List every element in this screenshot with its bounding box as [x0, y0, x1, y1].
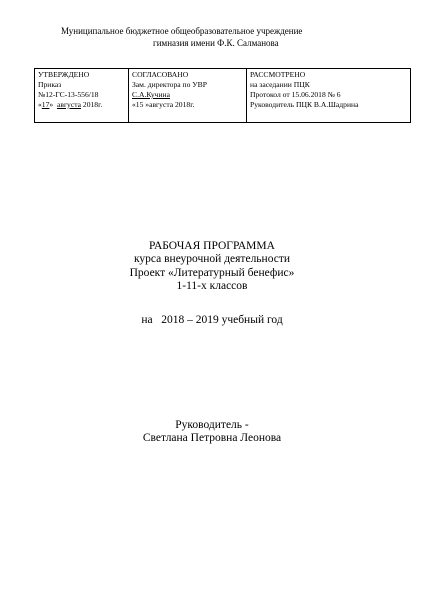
program-title-block [0, 240, 424, 294]
leader-block [0, 419, 424, 446]
program-course: курса внеурочной деятельности [133, 253, 291, 266]
academic-year: на 2018 – 2019 учебный год [141, 314, 283, 326]
leader-name: Светлана Петровна Леонова [142, 432, 282, 445]
approved-date-day: 17 [41, 100, 50, 109]
leader-label: Руководитель - [175, 419, 249, 431]
approved-title: УТВЕРЖДЕНО [38, 70, 90, 79]
agreed-date: «15 »августа 2018г. [132, 100, 195, 109]
reviewed-head: Руководитель ПЦК В.А.Шадрина [250, 100, 359, 109]
agreed-cell [129, 69, 247, 123]
approved-order-number: №12-ГС-13-556/18 [38, 90, 99, 99]
reviewed-cell [247, 69, 411, 123]
reviewed-meeting: на заседании ПЦК [250, 80, 310, 89]
reviewed-protocol: Протокол от 15.06.2018 № 6 [250, 90, 341, 99]
approval-table [34, 68, 411, 123]
agreed-signer: С.А.Кучина [132, 90, 170, 99]
agreed-position: Зам. директора по УВР [132, 80, 207, 89]
approved-date-month: августа [56, 100, 82, 109]
approved-cell [35, 69, 129, 123]
program-title: РАБОЧАЯ ПРОГРАММА [149, 240, 275, 252]
reviewed-title: РАССМОТРЕНО [250, 70, 306, 79]
program-project: Проект «Литературный бенефис» [129, 266, 295, 279]
approved-date: «17» августа 2018г. [38, 100, 103, 109]
institution-name-line1: Муниципальное бюджетное общеобразовательное учреждение [61, 26, 303, 36]
approved-order-label: Приказ [38, 80, 62, 89]
institution-name-line2: гимназия имени Ф.К. Салманова [153, 38, 279, 48]
program-grades: 1-11-х классов [176, 280, 248, 293]
agreed-title: СОГЛАСОВАНО [132, 70, 189, 79]
